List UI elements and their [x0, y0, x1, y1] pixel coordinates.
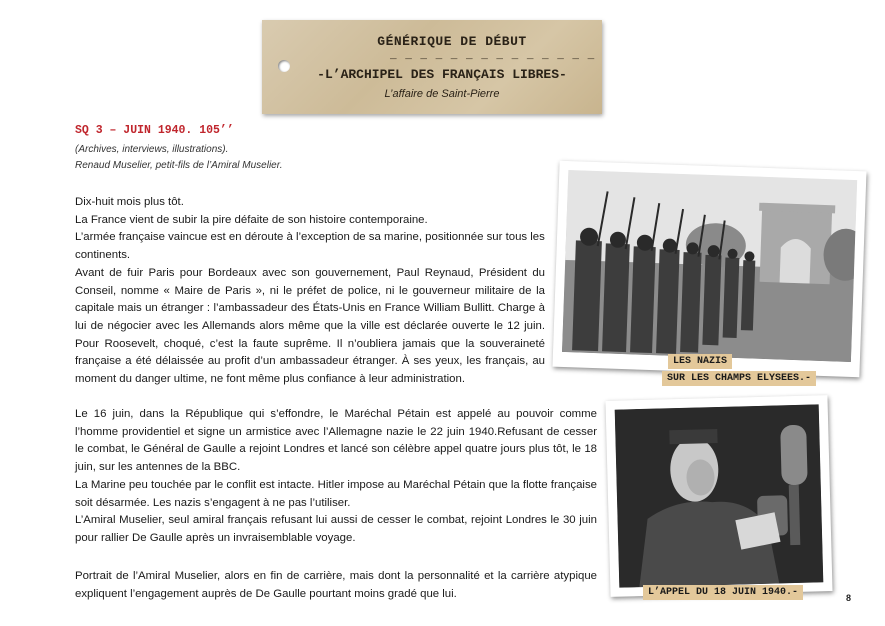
p1-line-2: La France vient de subir la pire défaite de son histoire contemporaine.: [75, 213, 428, 226]
p1-line-3: L’armée française vaincue est en déroute à l’exception de sa marine, positionnée sur tous les continents.: [75, 231, 545, 262]
photo-appel-18-juin-caption: L’APPEL DU 18 JUIN 1940.-: [643, 585, 803, 600]
header-tag: [262, 20, 602, 114]
photo-appel-18-juin-image: [615, 404, 824, 587]
paragraph-3: [75, 568, 597, 603]
paragraph-2: [75, 406, 597, 548]
photo-champs-elysees: [552, 161, 866, 378]
photo-champs-elysees-image: [562, 170, 857, 362]
photo-champs-elysees-caption-2: SUR LES CHAMPS ELYSEES.-: [662, 371, 816, 386]
p1-line-4: Avant de fuir Paris pour Bordeaux avec son gouvernement, Paul Reynaud, Président du Conseil, nomme « Maire de Paris », ni le préfet de police, ni le gouverneur militaire de la capitale mais un étranger : l’ambassadeur des États-Unis en France William Bullitt. Charge à lui de négocier avec les Allemands alors même que la ville est déclarée ouverte le 12 juin. Pour Roosevelt, choqué, c’est la faute suprême. Il n’oubliera jamais que la souveraineté française a été délaissée au profit d’un ambassadeur étranger. À ses yeux, les français, au moment du danger ultime, ne font même plus confiance à leur administration.: [75, 266, 545, 386]
p2-line-1: Le 16 juin, dans la République qui s’effondre, le Maréchal Pétain est appelé au pouvoir comme l’homme providentiel et signe un armistice avec l’Allemagne nazie le 22 juin 1940.Refusant de cesser le combat, le Général de Gaulle a rejoint Londres et lancé son célèbre appel quatre jours plus tôt, le 18 juin, sur les antennes de la BBC.: [75, 408, 597, 474]
header-dashes: _ _ _ _ _ _ _ _ _ _ _ _ _ _: [390, 50, 596, 62]
sequence-heading: SQ 3 – JUIN 1940. 105’’: [75, 124, 234, 137]
header-title: GÉNÉRIQUE DE DÉBUT: [377, 34, 527, 49]
page-number: 8: [846, 593, 852, 603]
p2-line-3: L’Amiral Muselier, seul amiral français refusant lui aussi de cesser le combat, rejoint Londres le 30 juin pour rallier De Gaulle après un invraisemblable voyage.: [75, 514, 597, 544]
p1-line-1: Dix-huit mois plus tôt.: [75, 196, 184, 208]
p2-line-2: La Marine peu touchée par le conflit est intacte. Hitler impose au Maréchal Pétain que la flotte française soit désarmée. Les nazis s’engagent à ne pas l’utiliser.: [75, 478, 597, 509]
program-title: -L’ARCHIPEL DES FRANÇAIS LIBRES-: [317, 67, 567, 82]
p3-text: Portrait de l’Amiral Muselier, alors en fin de carrière, mais dont la personnalité et la carrière atypique expliquent l’engagement auprès de De Gaulle pourtant moins gradé que lui.: [75, 570, 597, 600]
photo-champs-elysees-caption-1: LES NAZIS: [668, 354, 732, 369]
episode-title: L’affaire de Saint-Pierre: [384, 88, 500, 100]
sequence-speaker: Renaud Muselier, petit-fils de l’Amiral Muselier.: [75, 160, 283, 171]
paragraph-1: [75, 194, 545, 389]
sequence-note: (Archives, interviews, illustrations).: [75, 144, 229, 155]
photo-appel-18-juin: [605, 395, 832, 597]
